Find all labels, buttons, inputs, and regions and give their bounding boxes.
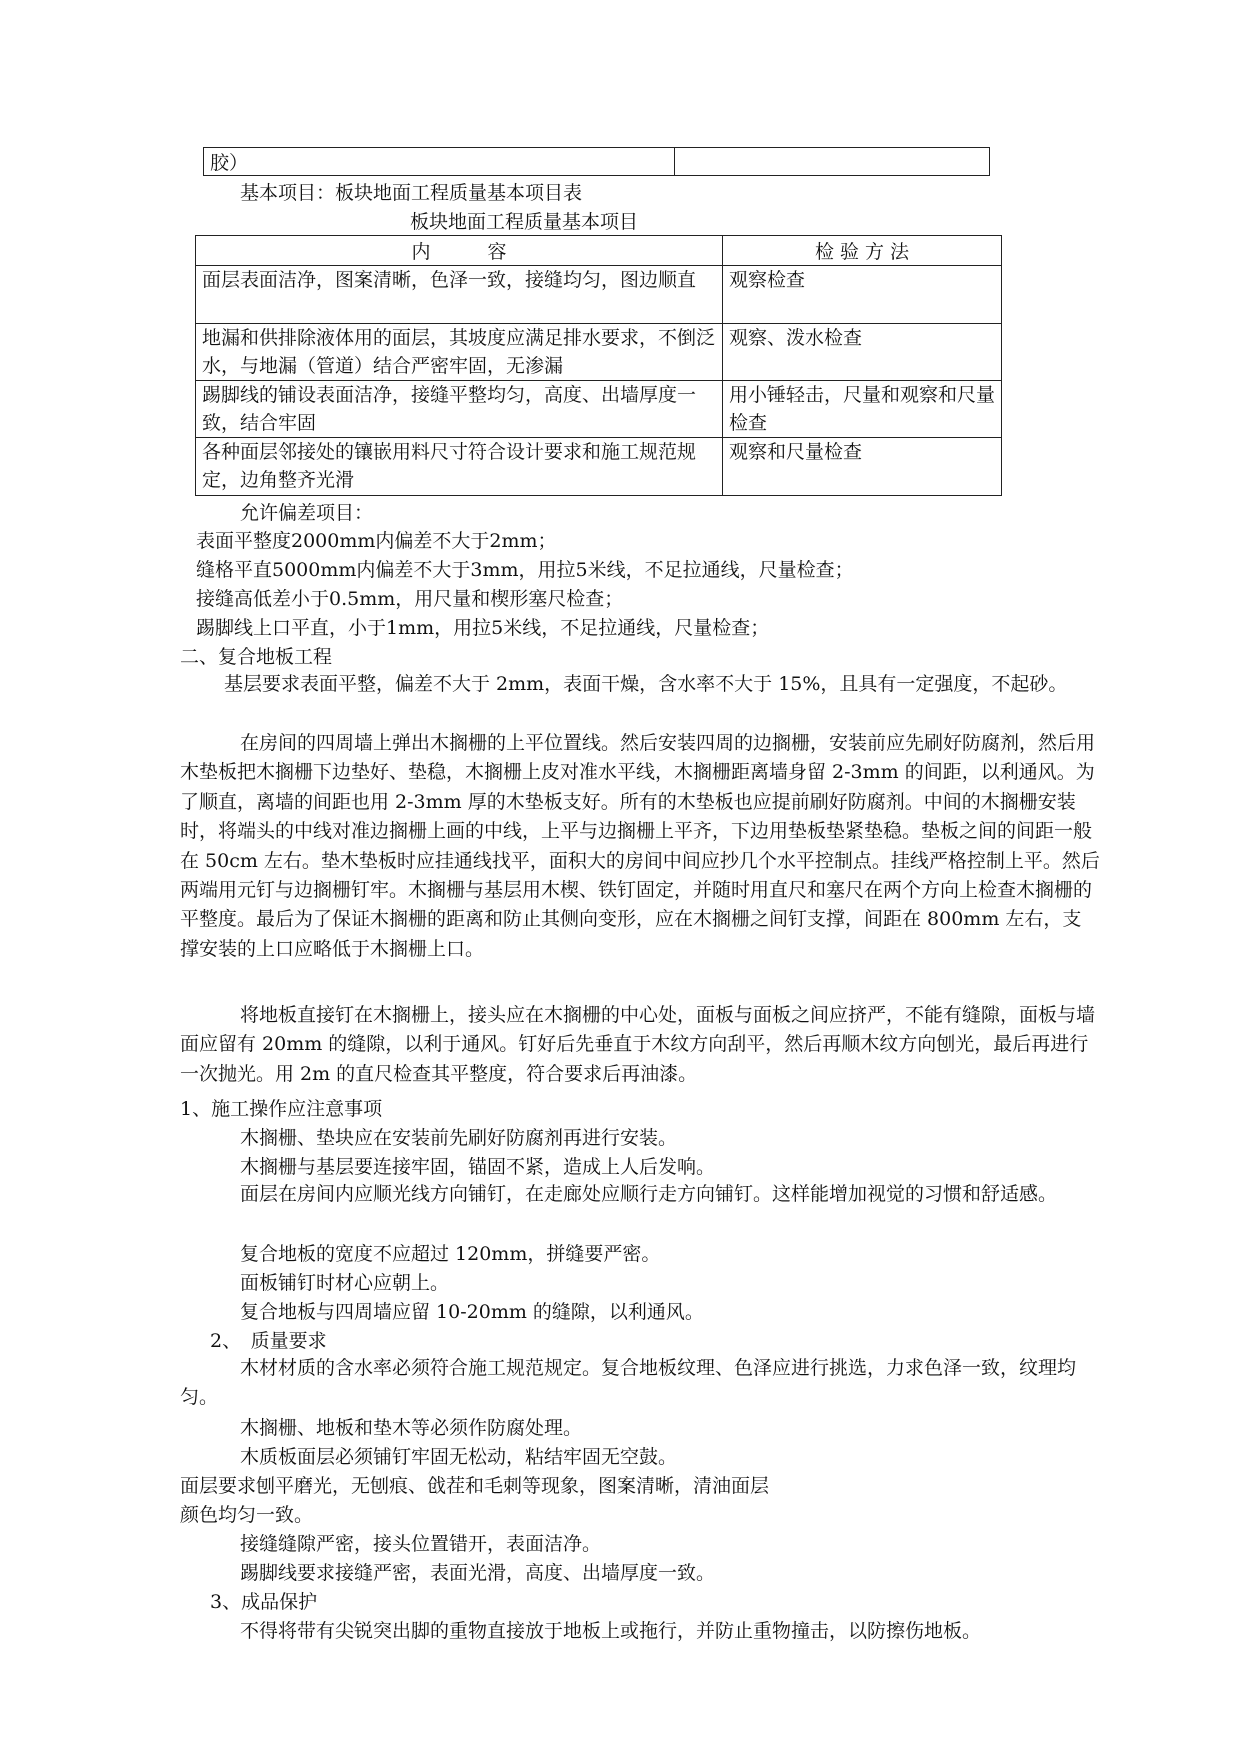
allow-heading: 允许偏差项目： (240, 502, 374, 524)
row-method: 观察、泼水检查 (723, 324, 1002, 381)
row-method: 观察和尺量检查 (723, 438, 1002, 496)
sub2-item: 接缝缝隙严密，接头位置错开，表面洁净。 (240, 1533, 602, 1555)
sub2-item: 木质板面层必须铺钉牢固无松动，粘结牢固无空鼓。 (240, 1446, 678, 1468)
row-content: 踢脚线的铺设表面洁净，接缝平整均匀，高度、出墙厚度一致，结合牢固 (196, 381, 723, 438)
allow-item: 表面平整度2000mm内偏差不大于2mm； (196, 530, 557, 552)
section2-heading: 二、复合地板工程 (180, 646, 333, 668)
row-content: 地漏和供排除液体用的面层，其坡度应满足排水要求，不倒泛水，与地漏（管道）结合严密牢固，无渗漏 (196, 324, 723, 381)
sub1-item: 面层在房间内应顺光线方向铺钉，在走廊处应顺行走方向铺钉。这样能增加视觉的习惯和舒适感。 (240, 1183, 1058, 1205)
sub2-item: 木材材质的含水率必须符合施工规范规定。复合地板纹理、色泽应进行挑选，力求色泽一致，纹理均匀。 (180, 1357, 1077, 1409)
top-table-cell-1: 胶） (204, 148, 675, 176)
header-content: 内 容 (196, 236, 723, 266)
table-row (196, 438, 1002, 496)
row-content: 各种面层邻接处的镶嵌用料尺寸符合设计要求和施工规范规定，边角整齐光滑 (196, 438, 723, 496)
sub1-item: 木搁栅、垫块应在安装前先刷好防腐剂再进行安装。 (240, 1127, 678, 1149)
table-title: 板块地面工程质量基本项目 (410, 211, 639, 233)
table-row (196, 381, 1002, 438)
sub2-heading: 2、 质量要求 (210, 1330, 327, 1352)
sub3-heading: 3、成品保护 (210, 1591, 318, 1613)
sub2-item: 木搁栅、地板和垫木等必须作防腐处理。 (240, 1417, 583, 1439)
sub2-line: 面层要求刨平磨光，无刨痕、戗茬和毛刺等现象，图案清晰，清油面层 (180, 1475, 770, 1497)
sub3-item: 不得将带有尖锐突出脚的重物直接放于地板上或拖行，并防止重物撞击，以防擦伤地板。 (240, 1620, 982, 1642)
table-row (196, 266, 1002, 324)
sub1-item: 复合地板的宽度不应超过 120mm，拼缝要严密。 (240, 1243, 661, 1265)
top-table-fragment (203, 147, 990, 176)
paragraph: 在房间的四周墙上弹出木搁栅的上平位置线。然后安装四周的边搁栅，安装前应先刷好防腐剂，然后用木垫板把木搁栅下边垫好、垫稳，木搁栅上皮对准水平线，木搁栅距离墙身留 2-3mm 的间距，以利通风。为了顺直，离墙的间距也用 2-3mm 厚的木垫板支好。所有的木垫板也应提前刷好防腐剂。中间的木搁栅安装时，将端头的中线对准边搁栅上画的中线，上平与边搁栅上平齐，下边用垫板垫紧垫稳。垫板之间的间距一般在 50cm 左右。垫木垫板时应挂通线找平，面积大的房间中间应抄几个水平控制点。挂线严格控制上平。然后两端用元钉与边搁栅钉牢。木搁栅与基层用木楔、铁钉固定，并随时用直尺和塞尺在两个方向上检查木搁栅的平整度。最后为了保证木搁栅的距离和防止其侧向变形，应在木搁栅之间钉支撑，间距在 800mm 左右，支撑安装的上口应略低于木搁栅上口。 (180, 732, 1100, 960)
allow-item: 缝格平直5000mm内偏差不大于3mm，用拉5米线，不足拉通线，尺量检查； (196, 559, 854, 581)
sub2-item: 踢脚线要求接缝严密，表面光滑，高度、出墙厚度一致。 (240, 1562, 716, 1584)
row-method: 观察检查 (723, 266, 1002, 324)
row-content: 面层表面洁净，图案清晰，色泽一致，接缝均匀，图边顺直 (196, 266, 723, 324)
sub1-heading: 1、施工操作应注意事项 (180, 1098, 383, 1120)
sub1-item: 面板铺钉时材心应朝上。 (240, 1272, 450, 1294)
allow-item: 踢脚线上口平直，小于1mm，用拉5米线，不足拉通线，尺量检查； (196, 617, 770, 639)
sub1-item: 木搁栅与基层要连接牢固，锚固不紧，造成上人后发响。 (240, 1156, 716, 1178)
basic-items-heading: 基本项目：板块地面工程质量基本项目表 (240, 182, 583, 204)
paragraph: 基层要求表面平整，偏差不大于 2mm，表面干燥，含水率不大于 15%，且具有一定强度，不起砂。 (224, 673, 1068, 695)
allow-item: 接缝高低差小于0.5mm，用尺量和楔形塞尺检查； (196, 588, 624, 610)
table-row (196, 324, 1002, 381)
quality-table (195, 235, 1002, 496)
sub2-line: 颜色均匀一致。 (180, 1504, 314, 1526)
paragraph: 将地板直接钉在木搁栅上，接头应在木搁栅的中心处，面板与面板之间应挤严，不能有缝隙，面板与墙面应留有 20mm 的缝隙，以利于通风。钉好后先垂直于木纹方向刮平，然后再顺木纹方向刨光，最后再进行一次抛光。用 2m 的直尺检查其平整度，符合要求后再油漆。 (180, 1004, 1096, 1085)
header-method: 检 验 方 法 (723, 236, 1002, 266)
table-header-row (196, 236, 1002, 266)
sub1-item: 复合地板与四周墙应留 10-20mm 的缝隙，以利通风。 (240, 1301, 704, 1323)
top-table-cell-2 (675, 148, 990, 176)
row-method: 用小锤轻击，尺量和观察和尺量检查 (723, 381, 1002, 438)
